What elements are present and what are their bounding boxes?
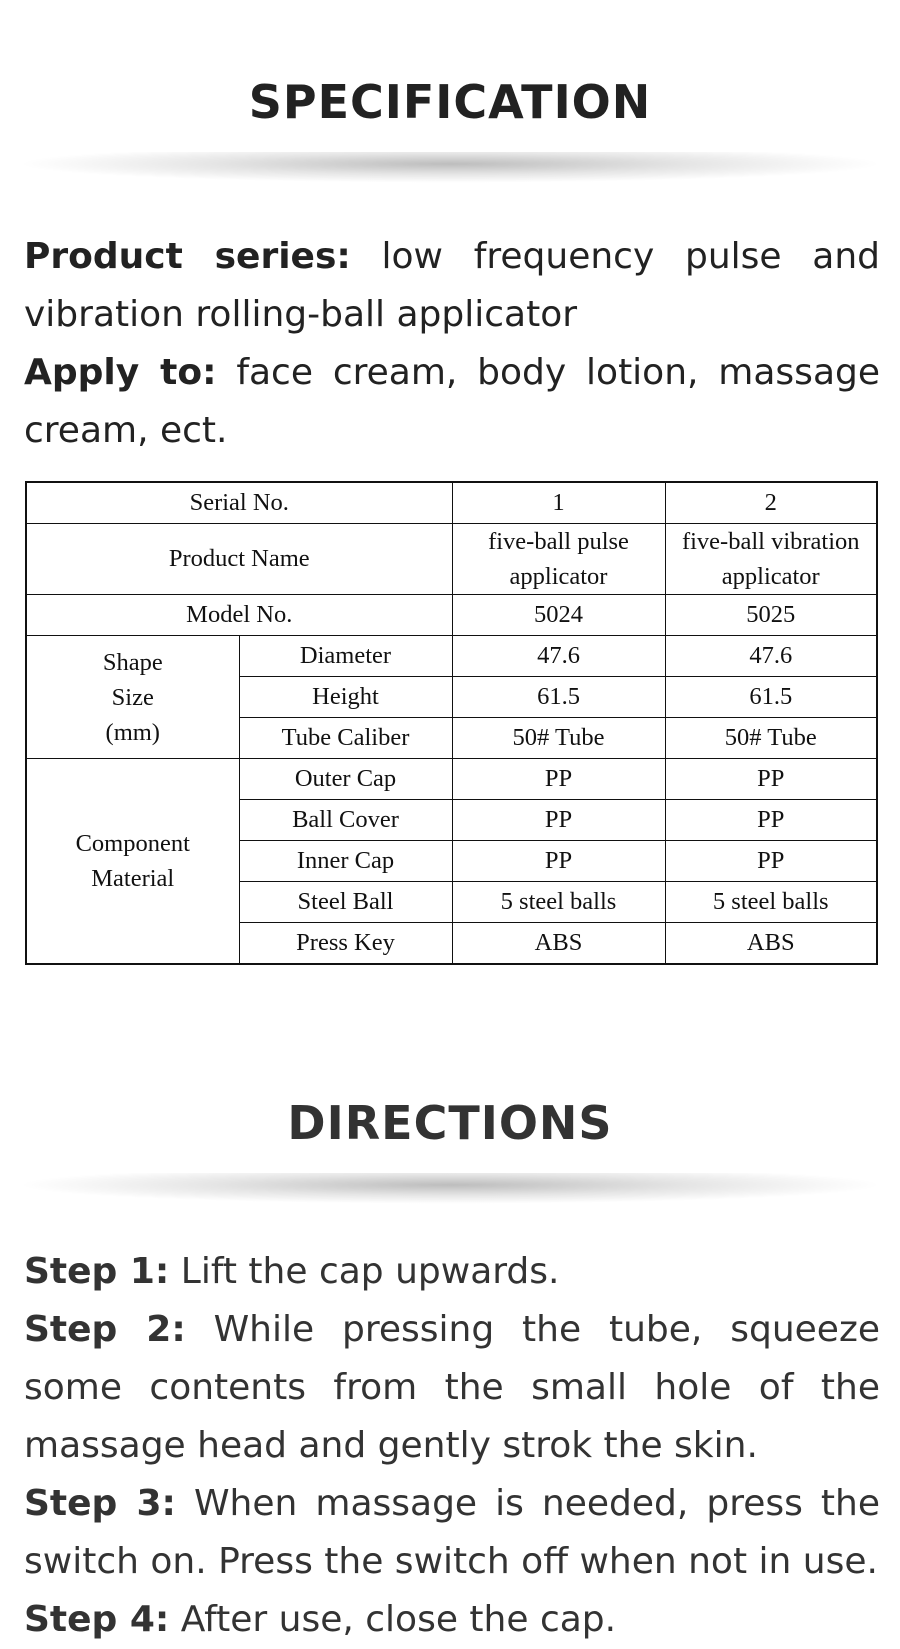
row-label: Outer Cap: [239, 759, 452, 800]
table-cell: 47.6: [665, 636, 877, 677]
table-row: [26, 482, 877, 524]
product-intro: [24, 228, 880, 460]
table-cell: ABS: [665, 923, 877, 965]
specification-title: SPECIFICATION: [248, 75, 652, 129]
table-cell: PP: [452, 800, 665, 841]
component-material-group-label: [26, 759, 239, 965]
cell-line: Size: [111, 683, 154, 711]
step-label: Step 4:: [24, 1599, 170, 1640]
row-label: Ball Cover: [239, 800, 452, 841]
table-row: [26, 524, 877, 595]
row-label: Steel Ball: [239, 882, 452, 923]
cell-line: Material: [91, 865, 175, 892]
product-series-line: [24, 228, 880, 344]
cell-line: five-ball pulse: [488, 528, 629, 555]
step-text: While pressing the tube, squeeze some contents from the small hole of the massage head and gently strok the skin.: [24, 1309, 880, 1466]
step-text: When massage is needed, press the switch on. Press the switch off when not in use.: [24, 1483, 880, 1582]
cell-line: Component: [75, 830, 190, 857]
step-label: Step 2:: [24, 1309, 186, 1350]
row-label: Height: [239, 677, 452, 718]
row-label: Press Key: [239, 923, 452, 965]
table-row: [26, 636, 877, 677]
row-label: Tube Caliber: [239, 718, 452, 759]
apply-to-value: face cream, body lotion, massage cream, ect.: [24, 352, 881, 451]
table-cell: 5 steel balls: [665, 882, 877, 923]
table-cell: 61.5: [665, 677, 877, 718]
table-cell: 50# Tube: [452, 718, 665, 759]
directions-title: DIRECTIONS: [287, 1096, 613, 1150]
cell-line: applicator: [721, 563, 820, 590]
table-row: [26, 595, 877, 636]
specification-table: [25, 481, 878, 965]
table-cell: 50# Tube: [665, 718, 877, 759]
table-cell: PP: [665, 841, 877, 882]
step-label: Step 1:: [24, 1251, 170, 1292]
cell-line: applicator: [509, 563, 608, 590]
table-cell: 5024: [452, 595, 665, 636]
row-label: Diameter: [239, 636, 452, 677]
step-text: Lift the cap upwards.: [180, 1251, 560, 1292]
row-label: Inner Cap: [239, 841, 452, 882]
model-no-label: Model No.: [26, 595, 452, 636]
title-shadow-divider: [20, 1173, 880, 1207]
cell-line: Shape: [102, 648, 163, 676]
table-row: [26, 759, 877, 800]
table-cell: 5 steel balls: [452, 882, 665, 923]
product-series-label: Product series:: [24, 236, 351, 277]
title-shadow-divider: [20, 152, 880, 186]
table-cell: 61.5: [452, 677, 665, 718]
table-cell: PP: [665, 800, 877, 841]
table-cell: PP: [452, 841, 665, 882]
serial-no-label: Serial No.: [26, 482, 452, 524]
directions-steps: [24, 1243, 880, 1649]
step-label: Step 3:: [24, 1483, 176, 1524]
step-text: After use, close the cap.: [180, 1599, 617, 1640]
product-name-label: Product Name: [26, 524, 452, 595]
table-cell: 5025: [665, 595, 877, 636]
table-cell: ABS: [452, 923, 665, 965]
step-item: [24, 1475, 880, 1591]
table-cell: 47.6: [452, 636, 665, 677]
table-cell: 2: [665, 482, 877, 524]
step-item: [24, 1301, 880, 1475]
table-cell: PP: [665, 759, 877, 800]
cell-line: (mm): [105, 718, 160, 746]
apply-to-label: Apply to:: [24, 352, 217, 393]
shape-size-group-label: [26, 636, 239, 759]
step-item: [24, 1591, 880, 1649]
table-cell: PP: [452, 759, 665, 800]
apply-to-line: [24, 344, 880, 460]
product-series-value: low frequency pulse and vibration rolling-ball applicator: [24, 236, 881, 335]
table-cell: [452, 524, 665, 595]
table-cell: 1: [452, 482, 665, 524]
step-item: [24, 1243, 880, 1301]
table-cell: [665, 524, 877, 595]
cell-line: five-ball vibration: [681, 528, 860, 555]
